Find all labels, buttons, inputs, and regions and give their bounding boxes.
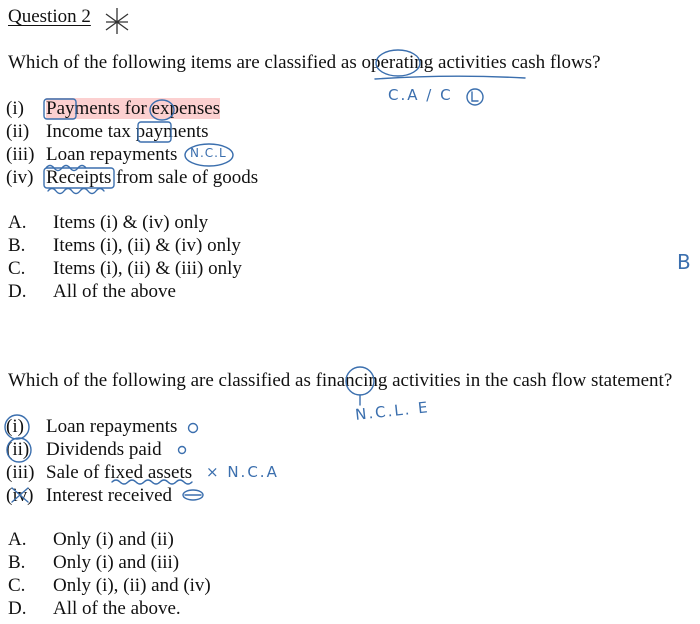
option-label: Items (i), (ii) & (iv) only: [53, 235, 241, 256]
q2-option[interactable]: [8, 529, 174, 551]
option-letter: D.: [8, 281, 27, 302]
item-label: Loan repayments: [46, 416, 178, 437]
q2-note-ncle: N.C.L. E: [354, 398, 431, 424]
item-label: Receipts from sale of goods: [46, 167, 259, 188]
item-label: Payments for expenses: [46, 98, 221, 119]
item-number: (ii): [6, 121, 30, 142]
circle-mark-icon: [189, 424, 198, 433]
q1-note-ncl: N.C.L: [190, 146, 227, 160]
option-letter: A.: [8, 529, 27, 550]
squiggle-mark-icon: [48, 189, 104, 194]
q2-item: [6, 416, 177, 438]
q1-item: [6, 167, 258, 189]
option-label: Only (i) and (iii): [53, 552, 180, 573]
option-label: Items (i) & (iv) only: [53, 212, 209, 233]
q1-text: Which of the following items are classified as operating activities cash flows?: [8, 52, 601, 73]
q1-answer-mark: B: [677, 250, 691, 274]
option-letter: D.: [8, 598, 27, 619]
q1-item: [6, 144, 177, 166]
item-number: (iii): [6, 462, 35, 483]
q2-option[interactable]: [8, 598, 181, 620]
item-label: Income tax payments: [46, 121, 209, 142]
circle-mark-icon: [179, 447, 186, 454]
scribble-mark-icon: [183, 490, 203, 500]
question-title: Question 2: [8, 6, 91, 27]
q1-option[interactable]: [8, 281, 176, 303]
option-letter: C.: [8, 258, 26, 279]
q2-note-nca: × N.C.A: [206, 463, 279, 481]
circle-mark-icon: [467, 89, 483, 105]
q1-item: [6, 121, 209, 143]
q1-item: [6, 98, 220, 120]
option-letter: C.: [8, 575, 26, 596]
option-letter: B.: [8, 552, 26, 573]
item-number: (iv): [6, 167, 34, 188]
q2-item: [6, 485, 172, 507]
q1-option[interactable]: [8, 212, 208, 234]
q1-option[interactable]: [8, 258, 242, 280]
underline-mark-icon: [375, 76, 525, 79]
option-label: All of the above: [53, 281, 176, 302]
q2-item: [6, 439, 162, 461]
item-number: (i): [6, 98, 24, 119]
option-label: Only (i), (ii) and (iv): [53, 575, 211, 596]
item-label: Interest received: [46, 485, 173, 506]
q2-option[interactable]: [8, 575, 211, 597]
item-label: Loan repayments: [46, 144, 178, 165]
q1-option[interactable]: [8, 235, 241, 257]
option-label: Items (i), (ii) & (iii) only: [53, 258, 242, 279]
q1-note-ca: C.A / C: [388, 86, 453, 104]
item-label: Dividends paid: [46, 439, 162, 460]
item-label: Sale of fixed assets: [46, 462, 193, 483]
option-letter: A.: [8, 212, 27, 233]
item-number: (ii): [6, 439, 30, 460]
item-number: (i): [6, 416, 24, 437]
item-number: (iv): [6, 485, 34, 506]
option-label: All of the above.: [53, 598, 181, 619]
q2-text: Which of the following are classified as financing activities in the cash flow statement?: [8, 370, 673, 391]
option-letter: B.: [8, 235, 26, 256]
q2-item: [6, 462, 192, 484]
option-label: Only (i) and (ii): [53, 529, 174, 550]
q2-option[interactable]: [8, 552, 179, 574]
item-number: (iii): [6, 144, 35, 165]
